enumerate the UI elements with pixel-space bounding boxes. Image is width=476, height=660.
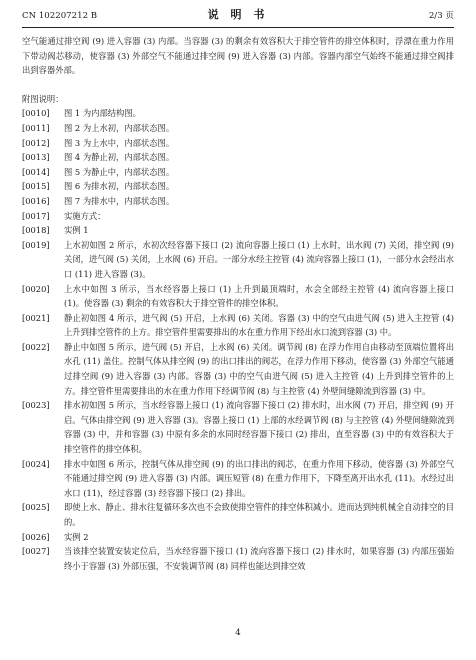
paragraph-text: 排水中如图 6 所示，控制气体从排空阀 (9) 的出口排出的阀芯，在重力作用下移动，使容器 (3) 外部空气不能通过排空阀 (9) 进入容器 (3) 内部。调压短管 (8) 在重力作用下，下降至离开出水孔 (11)。水经过出水口 (11)，经过容器 (3) 经容器下接口 (2) 排出。 xyxy=(64,458,454,498)
paragraph xyxy=(22,530,454,545)
paragraph-text: 图 5 为静止中，内部状态图。 xyxy=(64,166,175,177)
paragraph xyxy=(22,209,454,224)
paragraph-text: 静止初如图 4 所示，进气阀 (5) 开启，上水阀 (6) 关闭。容器 (3) 中的空气由进气阀 (5) 进入主控管 (4) 上升到排空管件的上方。排空管件里需要排出的水在重力作用下经出水口流到容器 (3) 中。 xyxy=(64,312,454,338)
paragraph xyxy=(22,150,454,165)
paragraph-text: 当该排空装置安装定位后，当水经容器下接口 (1) 流向容器下接口 (2) 排水时，如果容器 (3) 内部压强始终小于容器 (3) 外部压强，不安装调节阀 (8) 同样也能达到排空效 xyxy=(64,546,454,571)
paragraph-text: 图 3 为上水中，内部状态图。 xyxy=(64,137,175,148)
paragraph xyxy=(22,398,454,456)
paragraph-text: 图 6 为排水初，内部状态图。 xyxy=(64,181,175,192)
paragraph-number: [0017] xyxy=(22,210,50,221)
paragraph xyxy=(22,121,454,136)
paragraph-text: 实例 1 xyxy=(64,225,89,236)
paragraph-text: 图 2 为上水初，内部状态图。 xyxy=(64,122,175,133)
paragraph-text: 实施方式： xyxy=(64,210,106,221)
paragraph xyxy=(22,179,454,194)
intro-paragraph: 空气能通过排空阀 (9) 进入容器 (3) 内部。当容器 (3) 的剩余有效容积大于排空管件的排空体积时，浮漂在重力作用下带动阀芯移动，使容器 (3) 外部空气不能通过排空阀 (9) 进入容器 (3) 内部。容器内部空气始终不能通过排空阀排出到容器外部。 xyxy=(22,36,454,76)
paragraph xyxy=(22,194,454,209)
paragraph-number: [0018] xyxy=(22,225,50,236)
paragraph xyxy=(22,457,454,501)
paragraph-text: 即使上水、静止、排水往复循环多次也不会致使排空管件的排空体积减小。进而达到纯机械全自动排空的目的。 xyxy=(64,502,454,527)
paragraph-text: 实例 2 xyxy=(64,531,89,542)
paragraph xyxy=(22,106,454,121)
paragraph-number: [0012] xyxy=(22,137,50,148)
paragraph xyxy=(22,136,454,151)
paragraph-number: [0023] xyxy=(22,400,50,411)
paragraph-number: [0016] xyxy=(22,195,50,206)
doc-number: CN 102207212 B xyxy=(22,11,98,21)
header-rule xyxy=(22,27,454,28)
paragraph-text: 图 1 为内部结构图。 xyxy=(64,108,141,119)
paragraph-list xyxy=(22,106,454,573)
paragraph-number: [0015] xyxy=(22,181,50,192)
paragraph xyxy=(22,311,454,340)
paragraph-text: 排水初如图 5 所示，当水经容器上接口 (1) 流向容器下接口 (2) 排水时，出水阀 (7) 开启，排空阀 (9) 开启。气体由排空阀 (9) 进入容器 (3)。容器上接口 (1) 上部的水经调节阀 (8) 与主控管 (4) 外壁间缝隙流到容器 (3) 中，并和容器 (3) 中原有多余的水同时经容器下接口 (2) 排出，直至容器 (3) 中的有效容积大于排空管件的排空体积。 xyxy=(64,400,454,455)
page-header xyxy=(22,8,454,24)
paragraph-text: 上水中如图 3 所示，当水经容器上接口 (1) 上升到最顶端时，水会全部经主控管 (4) 流向容器上接口 (1)。使容器 (3) 剩余的有效容积大于排空管件的排空体积。 xyxy=(64,283,454,309)
paragraph-number: [0021] xyxy=(22,312,50,323)
paragraph xyxy=(22,238,454,282)
paragraph-text: 静止中如图 5 所示，进气阀 (5) 开启，上水阀 (6) 关闭。调节阀 (8) 在浮力作用自由移动至顶端位置将出水孔 (11) 盖住。控制气体从排空阀 (9) 的出口排出的阀芯，在浮力作用下移动，使容器 (3) 外部空气能通过排空阀 (9) 进入容器 (3) 内部。容器 (3) 中的空气由进气阀 (5) 进入主控管 (4) 上升到排空管件的上方。排空管件里需要排出的水在重力作用下经调节阀 (8) 与主控管 (4) 外壁间缝隙流到容器 (3) 中。 xyxy=(64,341,454,396)
paragraph-number: [0025] xyxy=(22,502,50,513)
document-body xyxy=(22,34,454,573)
paragraph xyxy=(22,282,454,311)
doc-title: 说 明 书 xyxy=(207,8,269,21)
paragraph-number: [0011] xyxy=(22,122,50,133)
paragraph-number: [0014] xyxy=(22,166,50,177)
paragraph-number: [0013] xyxy=(22,152,50,163)
paragraph xyxy=(22,544,454,573)
paragraph xyxy=(22,223,454,238)
figure-heading: 附图说明： xyxy=(22,93,64,104)
paragraph-text: 图 7 为排水中，内部状态图。 xyxy=(64,195,175,206)
paragraph-number: [0027] xyxy=(22,546,50,557)
paragraph-text: 图 4 为静止初，内部状态图。 xyxy=(64,152,175,163)
paragraph-text: 上水初如图 2 所示，水初次经容器下接口 (2) 流向容器上接口 (1) 上水时，出水阀 (7) 关闭，排空阀 (9) 关闭，进气阀 (5) 关闭，上水阀 (6) 开启。一部分水经主控管 (4) 流向容器上接口 (1)，一部分水会经出水口 (11) 进入容器 (3)。 xyxy=(64,239,454,279)
paragraph xyxy=(22,500,454,529)
page-info: 2/3 页 xyxy=(428,11,454,21)
paragraph-number: [0024] xyxy=(22,458,50,469)
paragraph-number: [0010] xyxy=(22,108,50,119)
page-number: 4 xyxy=(235,628,241,638)
paragraph-number: [0026] xyxy=(22,531,50,542)
paragraph xyxy=(22,165,454,180)
paragraph-number: [0020] xyxy=(22,283,50,294)
paragraph xyxy=(22,340,454,398)
paragraph-number: [0019] xyxy=(22,239,50,250)
paragraph-number: [0022] xyxy=(22,341,50,352)
